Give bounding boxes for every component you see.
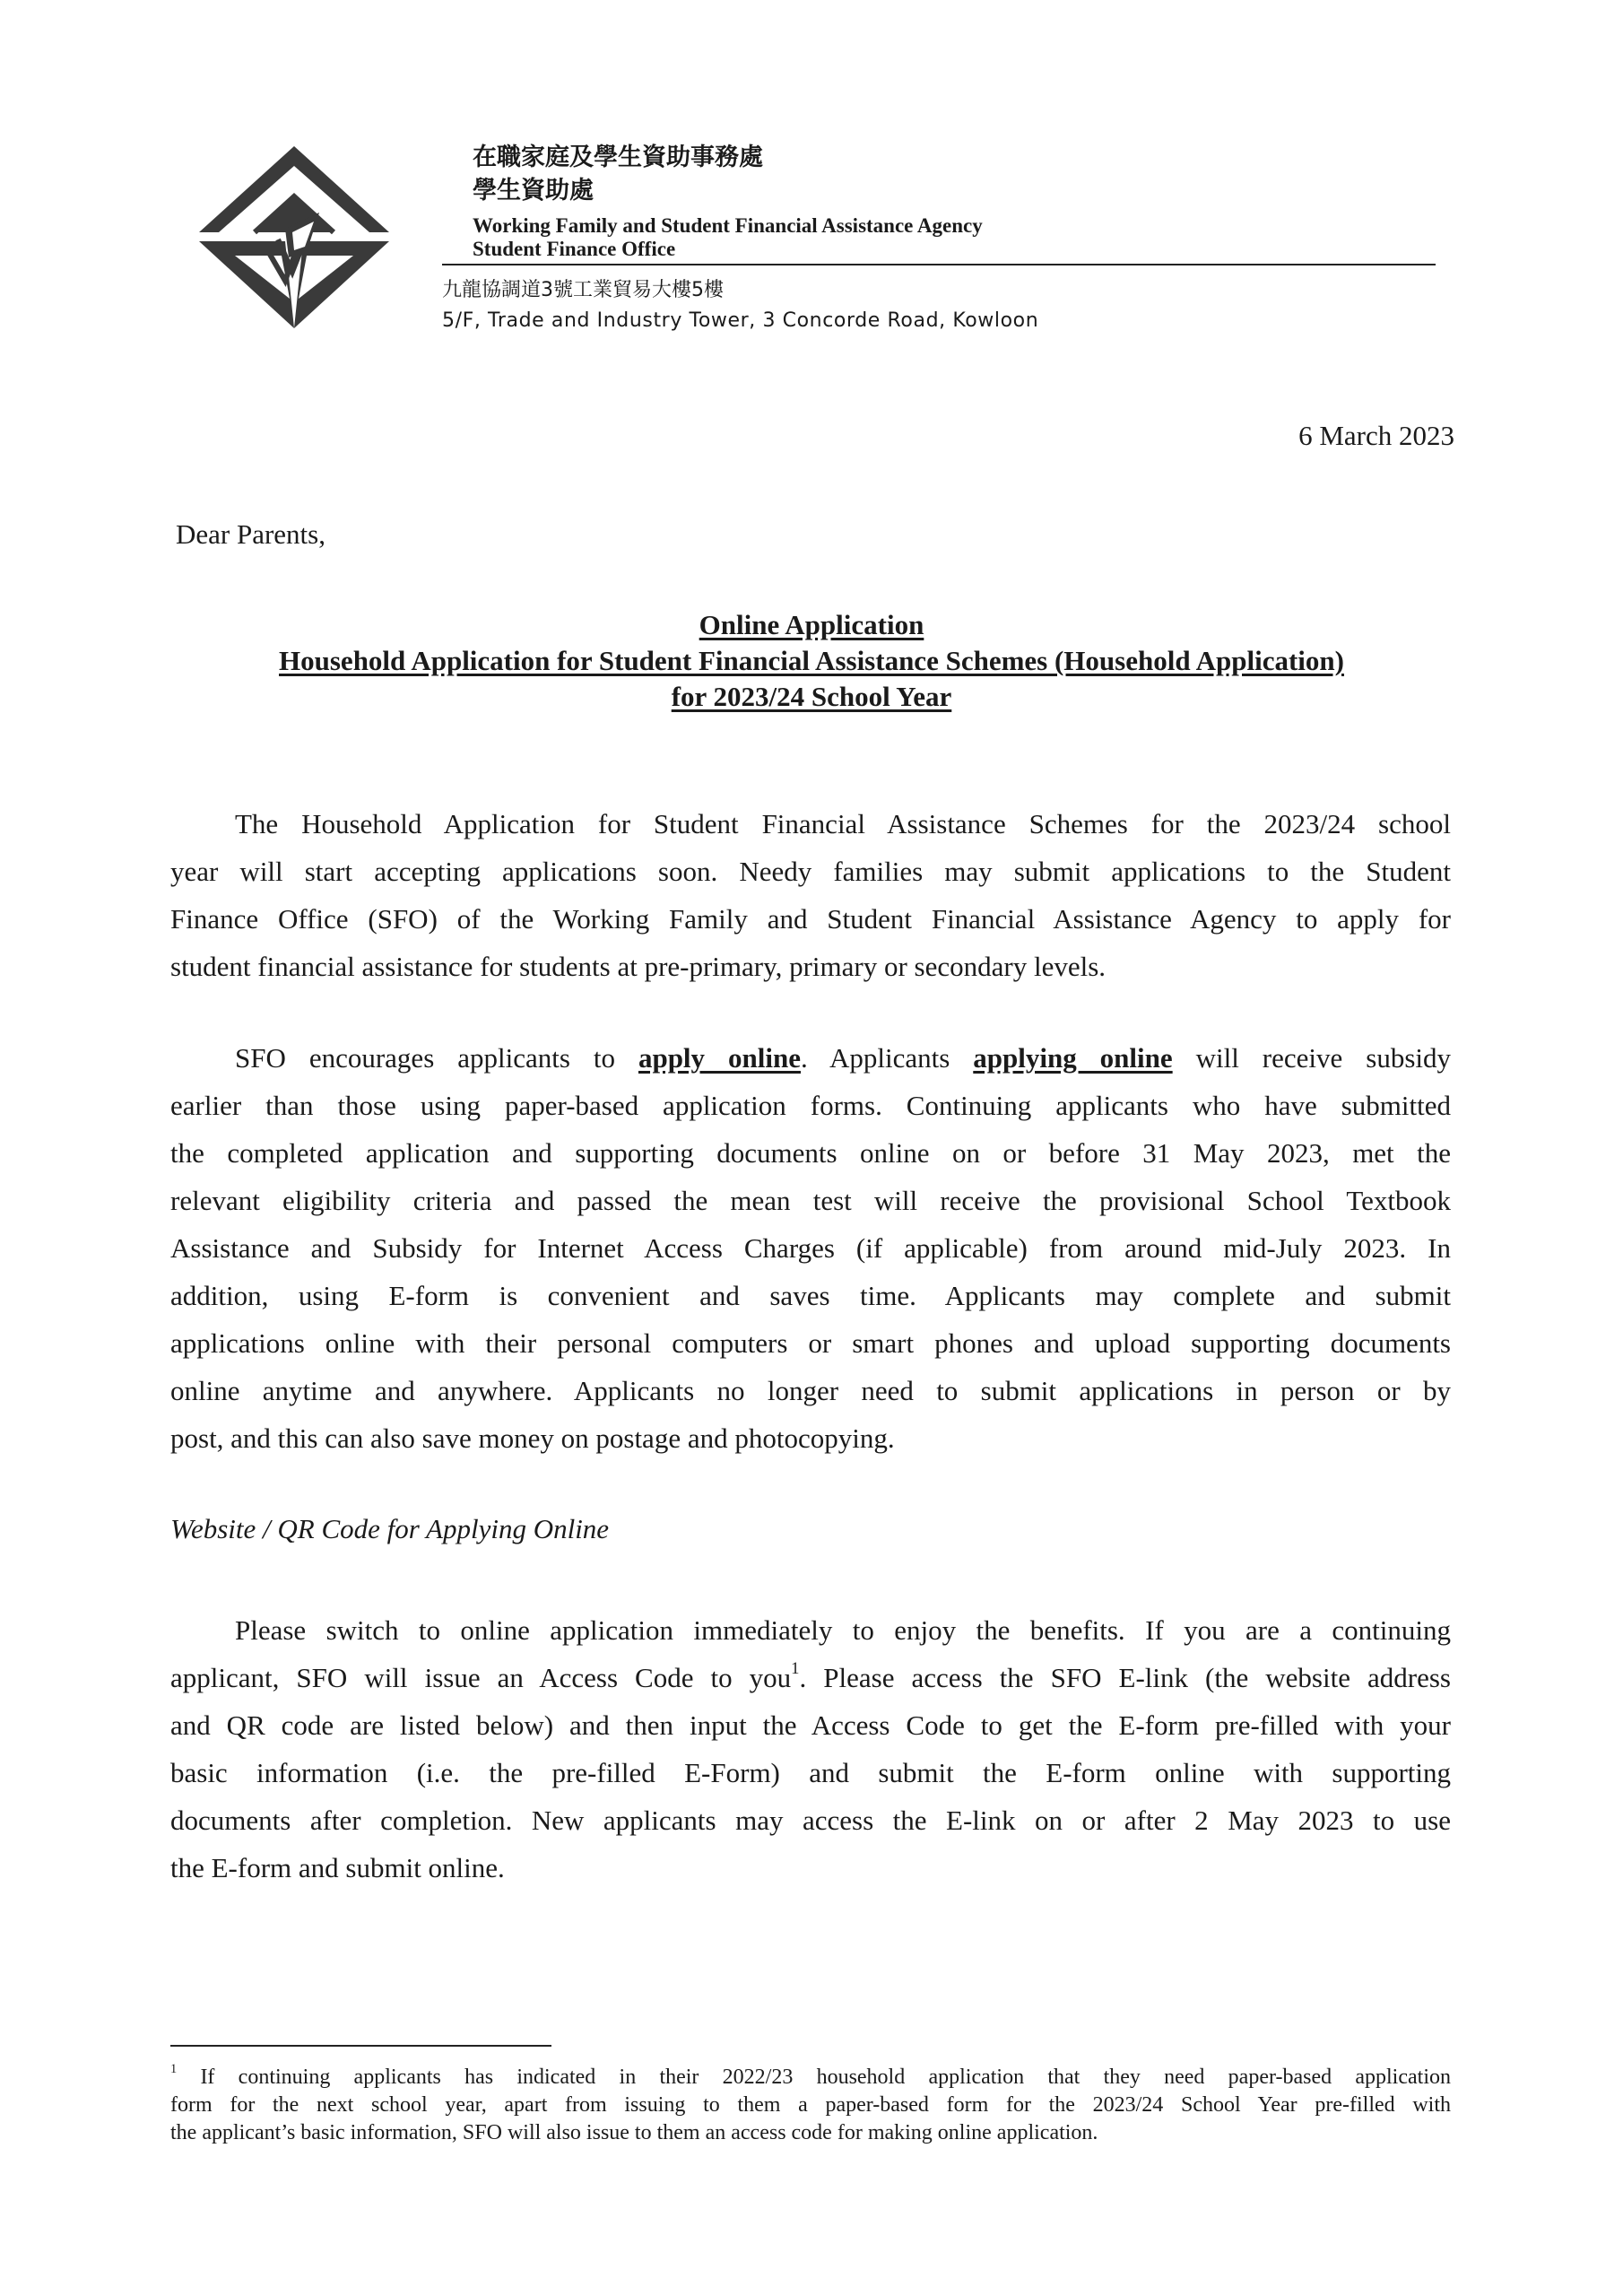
agency-name-zh: 在職家庭及學生資助事務處 — [473, 144, 763, 171]
paragraph-line: Please switch to online application immediately to enjoy the benefits. If you are a continuing — [235, 1614, 1451, 1646]
paragraph-2 — [170, 1034, 1451, 1462]
paragraph-3 — [170, 1606, 1451, 1892]
agency-name-en: Working Family and Student Financial Assistance Agency — [473, 214, 983, 237]
text-run: will receive subsidy — [1172, 1042, 1451, 1074]
title-line-3: for 2023/24 School Year — [671, 681, 952, 712]
footnote-line — [170, 2064, 1451, 2092]
text-run: . Please access the SFO E-link (the website address — [799, 1662, 1451, 1693]
emphasis-applying-online: applying online — [973, 1042, 1173, 1074]
footnote — [170, 2064, 1451, 2147]
salutation: Dear Parents, — [176, 518, 325, 550]
paragraph-line: relevant eligibility criteria and passed the mean test will receive the provisional School Textbook — [170, 1185, 1451, 1216]
address-en: 5/F, Trade and Industry Tower, 3 Concorde Road, Kowloon — [442, 309, 1039, 332]
paragraph-line: the completed application and supporting documents online on or before 31 May 2023, met the — [170, 1137, 1451, 1169]
agency-logo — [199, 146, 389, 328]
paragraph-line: earlier than those using paper-based application forms. Continuing applicants who have submitted — [170, 1090, 1451, 1121]
address-zh: 九龍協調道3號工業貿易大樓5樓 — [442, 279, 724, 301]
footnote-reference: 1 — [791, 1658, 800, 1678]
letter-date: 6 March 2023 — [1298, 420, 1454, 451]
paragraph-line: applications online with their personal computers or smart phones and upload supporting documents — [170, 1327, 1451, 1359]
text-run: SFO encourages applicants to — [235, 1042, 638, 1074]
paragraph-line: basic information (i.e. the pre-filled E-Form) and submit the E-form online with supporting — [170, 1757, 1451, 1788]
footnote-marker: 1 — [170, 2062, 178, 2077]
footnote-rule — [170, 2045, 551, 2047]
paragraph-line: addition, using E-form is convenient and saves time. Applicants may complete and submit — [170, 1280, 1451, 1311]
paragraph-line — [170, 1034, 1451, 1082]
paragraph-line: Assistance and Subsidy for Internet Access Charges (if applicable) from around mid-July 2023. In — [170, 1232, 1451, 1264]
text-run: . Applicants — [800, 1042, 974, 1074]
paragraph-1 — [170, 800, 1451, 990]
paragraph-line — [170, 1654, 1451, 1701]
header-rule — [442, 264, 1436, 265]
paragraph-line: the E-form and submit online. — [170, 1852, 505, 1883]
paragraph-line: The Household Application for Student Financial Assistance Schemes for the 2023/24 school — [235, 808, 1451, 839]
paragraph-line: student financial assistance for students at pre-primary, primary or secondary levels. — [170, 951, 1107, 982]
title-line-1: Online Application — [699, 609, 924, 640]
office-name-en: Student Finance Office — [473, 238, 676, 260]
paragraph-line: post, and this can also save money on postage and photocopying. — [170, 1422, 895, 1454]
paragraph-line: year will start accepting applications soon. Needy families may submit applications to the Student — [170, 856, 1451, 887]
section-subheading: Website / QR Code for Applying Online — [170, 1513, 610, 1544]
emphasis-apply-online: apply online — [638, 1042, 801, 1074]
footnote-line: the applicant’s basic information, SFO will also issue to them an access code for making online application. — [170, 2121, 1098, 2144]
paragraph-line: documents after completion. New applicants may access the E-link on or after 2 May 2023 to use — [170, 1805, 1451, 1836]
footnote-line: form for the next school year, apart from issuing to them a paper-based form for the 2023/24 School Year pre-filled with — [170, 2093, 1451, 2117]
office-name-zh: 學生資助處 — [473, 177, 594, 204]
title-line-2: Household Application for Student Financial Assistance Schemes (Household Application) — [279, 645, 1344, 676]
paragraph-line: and QR code are listed below) and then input the Access Code to get the E-form pre-filled with your — [170, 1709, 1451, 1741]
text-run: If continuing applicants has indicated in their 2022/23 household application that they need paper-based application — [177, 2066, 1451, 2089]
paragraph-line: online anytime and anywhere. Applicants no longer need to submit applications in person or by — [170, 1375, 1451, 1406]
paragraph-line: Finance Office (SFO) of the Working Family and Student Financial Assistance Agency to apply for — [170, 903, 1451, 935]
text-run: applicant, SFO will issue an Access Code to you — [170, 1662, 792, 1693]
